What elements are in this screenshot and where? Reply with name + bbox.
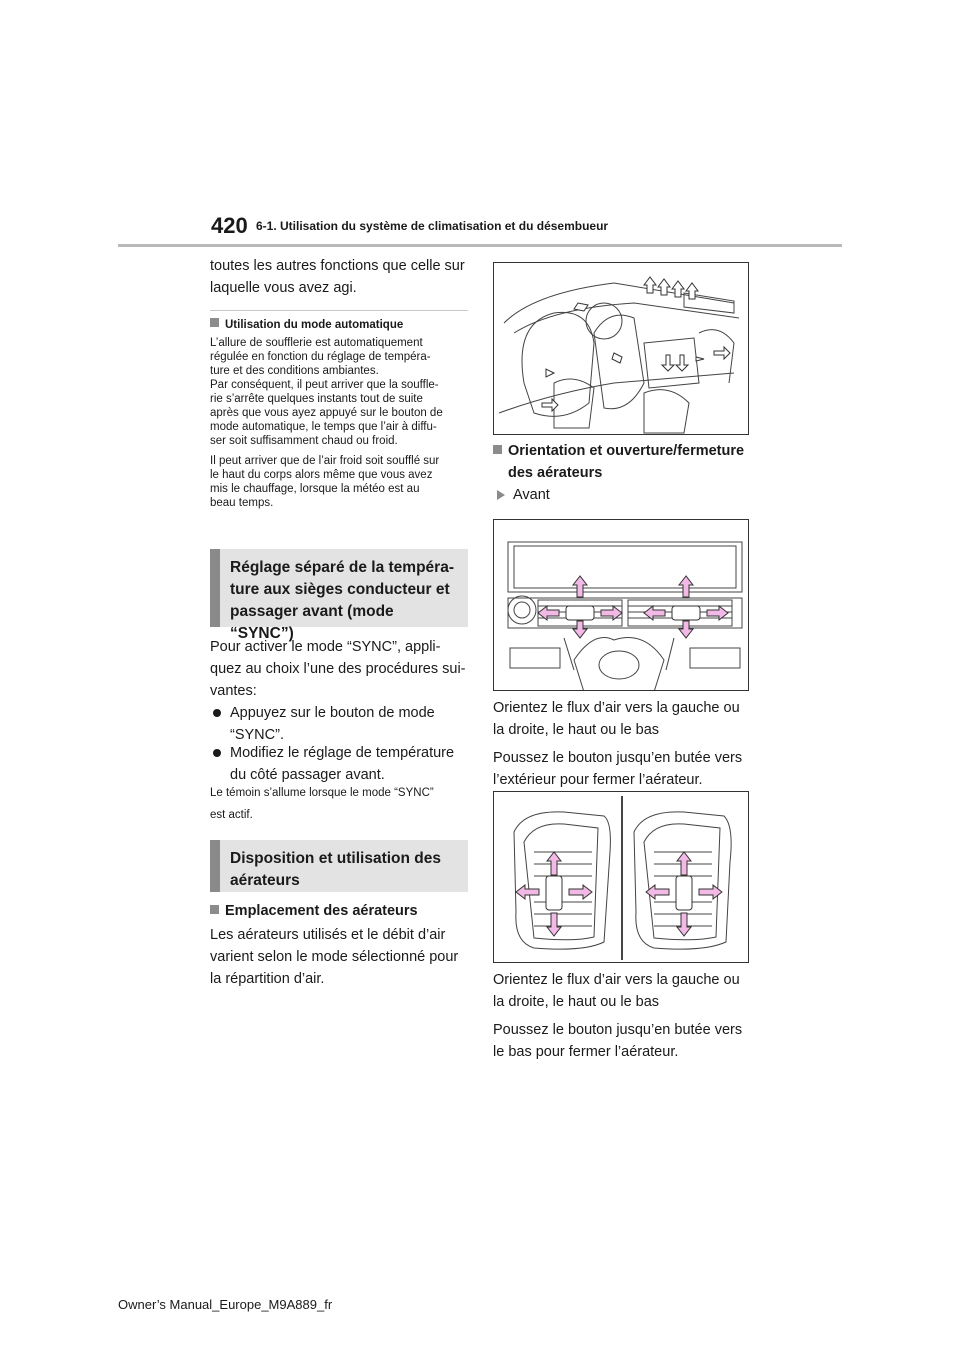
sync-intro: Pour activer le mode “SYNC”, appli- quez au choix l’une des procédures sui- vantes: <box>210 639 466 699</box>
header-rule <box>118 244 842 247</box>
vents-location-block: Emplacement des aérateurs Les aérateurs utilisés et le débit d’air varient selon le mode sélectionné pour la répartition d’air. <box>210 903 459 987</box>
manual-footer: Owner’s Manual_Europe_M9A889_fr <box>118 1297 333 1312</box>
vents-location-title: Emplacement des aérateurs <box>225 903 418 919</box>
front-instructions: Orientez le flux d’air vers la gauche ou la droite, le haut ou le bas Poussez le bouton jusqu’en butée vers l’extérieur pour fermer l’aérateur. <box>493 700 743 788</box>
square-bullet-icon <box>210 318 219 327</box>
sync-note: Le témoin s’allume lorsque le mode “SYNC” est actif. <box>210 787 434 821</box>
section-heading-vents: Disposition et utilisation des aérateurs <box>210 840 468 892</box>
divider <box>210 310 468 311</box>
sync-bullet-1: Appuyez sur le bouton de mode “SYNC”. <box>212 702 472 746</box>
side-vents-illustration <box>493 791 749 963</box>
auto-mode-title: Utilisation du mode automatique <box>225 319 404 331</box>
square-bullet-icon <box>493 445 502 454</box>
cabin-illustration-svg <box>494 263 749 435</box>
section-title: 6-1. Utilisation du système de climatisation et du désembueur <box>256 219 609 233</box>
front-label: Avant <box>495 484 755 506</box>
section-heading-sync: Réglage séparé de la tempéra- ture aux sièges conducteur et passager avant (mode “SYNC”) <box>210 549 468 627</box>
cabin-vents-illustration <box>493 262 749 435</box>
side-instructions: Orientez le flux d’air vers la gauche ou la droite, le haut ou le bas Poussez le bouton jusqu’en butée vers le bas pour fermer l’aérateur. <box>493 972 743 1060</box>
orientation-title-block: Orientation et ouverture/fermeture des aérateurs <box>493 440 755 484</box>
page-number: 420 <box>211 213 248 238</box>
intro-text: toutes les autres fonctions que celle sur laquelle vous avez agi. <box>210 258 465 296</box>
front-vents-svg <box>494 520 749 691</box>
sync-bullet-2: Modifiez le réglage de température du côté passager avant. <box>212 742 472 786</box>
square-bullet-icon <box>210 905 219 914</box>
front-vents-illustration <box>493 519 749 691</box>
auto-mode-block: Utilisation du mode automatique L’allure de soufflerie est automatiquement régulée en fonction du réglage de tempéra- ture et des conditions ambiantes. Par conséquent, il peut arriver que la souffle- rie s’arrête quelques instants tout de suite après que vous ayez appuyé sur le bouton de mode automatique, le temps que l’air à diffu- ser soit suffisamment chaud ou froid. Il peut arriver que de l’air froid soit soufflé sur le haut du corps alors même que vous avez mis le chauffage, lorsque la météo est au beau temps. <box>210 319 443 509</box>
side-vents-svg <box>494 792 749 963</box>
